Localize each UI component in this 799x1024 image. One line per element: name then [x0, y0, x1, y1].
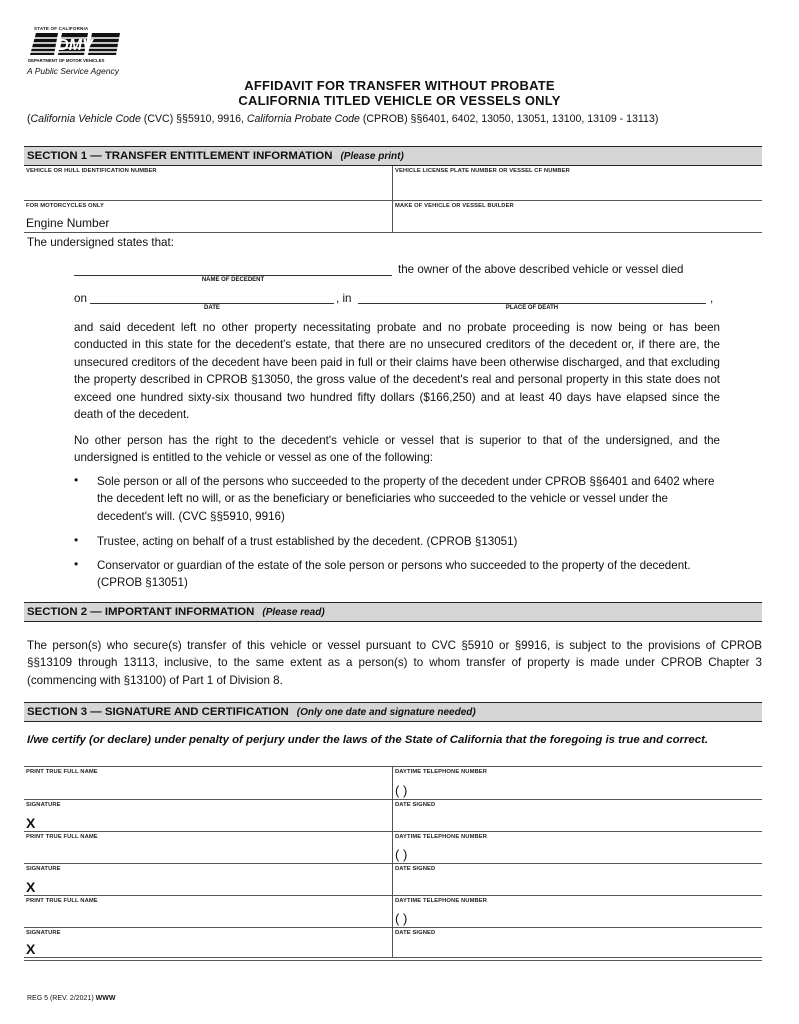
logo-dept-line: DEPARTMENT OF MOTOR VEHICLES	[28, 58, 105, 63]
signer1-date-field[interactable]	[393, 800, 762, 832]
signer2-date-field[interactable]	[393, 864, 762, 896]
signer2-phone-field[interactable]	[393, 832, 762, 864]
section2-note: (Please read)	[262, 607, 325, 618]
estate-paragraph: and said decedent left no other property necessitating probate and no probate proceeding is now being or has been conducted in this state for the decedent's estate, that there are no unsecured creditors of the decedent or, if there are, the unsecured creditors of the decedent have been paid in full or their claims have been otherwise discharged, and that excluding the property described in CPROB §13050, the gross value of the decedent's real and personal property in this state does not exceed one hundred sixty-six thousand two hundred fifty dollars ($166,250) and at least 40 days have elapsed since the death of the decedent.	[74, 321, 720, 422]
make-label: MAKE OF VEHICLE OR VESSEL BUILDER	[395, 203, 514, 209]
signer2-name-field[interactable]	[24, 832, 393, 864]
date-of-death-line[interactable]	[90, 303, 334, 304]
signer3-date-field[interactable]	[393, 928, 762, 958]
owner-died-text: the owner of the above described vehicle or vessel died	[398, 263, 684, 276]
dmv-logo	[28, 26, 128, 68]
signer3-name-label: PRINT TRUE FULL NAME	[26, 898, 98, 904]
vin-label: VEHICLE OR HULL IDENTIFICATION NUMBER	[26, 168, 157, 174]
section1-header	[24, 146, 762, 166]
codes-paren: (	[27, 113, 31, 125]
signer1-date-label: DATE SIGNED	[395, 802, 436, 808]
signer3-date-label: DATE SIGNED	[395, 930, 436, 936]
section2-header	[24, 602, 762, 622]
codes-probate: California Probate Code	[246, 113, 360, 125]
bullet-text-1: Sole person or all of the persons who succeeded to the property of the decedent under CPROB §§6401 and 6402 where the decedent left no will, or as the beneficiary or beneficiaries who succeeded to the vehicle or vessel under the decedent's will. (CVC §§5910, 9916)	[97, 475, 715, 523]
plate-label: VEHICLE LICENSE PLATE NUMBER OR VESSEL CF NUMBER	[395, 168, 570, 174]
section1-title: SECTION 1 — TRANSFER ENTITLEMENT INFORMATION	[27, 150, 333, 162]
signer1-signature-field[interactable]	[24, 800, 393, 832]
signer1-phone-label: DAYTIME TELEPHONE NUMBER	[395, 769, 488, 775]
form-title-line2: CALIFORNIA TITLED VEHICLE OR VESSELS ONLY	[238, 93, 561, 108]
plate-field[interactable]	[393, 166, 762, 201]
signer3-phone-field[interactable]	[393, 896, 762, 928]
signer3-signature-field[interactable]	[24, 928, 393, 958]
signer1-name-label: PRINT TRUE FULL NAME	[26, 769, 98, 775]
bullet-2: •	[74, 533, 79, 547]
section2-paragraph: The person(s) who secure(s) transfer of this vehicle or vessel pursuant to CVC §5910 or §9916, is subject to the provisions of CPROB §§13109 through 13113, inclusive, to the same extent as a person(s) to whom transfer of property is made under CPROB Chapter 3 (commencing with §13100) of Part 1 of Division 8.	[27, 639, 762, 687]
signer2-name-label: PRINT TRUE FULL NAME	[26, 834, 98, 840]
signer1-name-field[interactable]	[24, 767, 393, 800]
place-label: PLACE OF DEATH	[505, 305, 559, 311]
signer3-x-mark: X	[26, 941, 36, 957]
bullet-3: •	[74, 557, 79, 571]
signer2-x-mark: X	[26, 879, 36, 895]
signer2-date-label: DATE SIGNED	[395, 866, 436, 872]
signer1-x-mark: X	[26, 815, 36, 831]
signer3-signature-label: SIGNATURE	[26, 930, 61, 936]
form-suffix: WWW	[95, 995, 116, 1002]
codes-cvc-sections: (CVC) §§5910, 9916,	[140, 113, 247, 125]
section2-title: SECTION 2 — IMPORTANT INFORMATION	[27, 606, 255, 618]
engine-number-field[interactable]	[24, 201, 393, 233]
signer2-signature-label: SIGNATURE	[26, 866, 61, 872]
signer3-phone-label: DAYTIME TELEPHONE NUMBER	[395, 898, 488, 904]
section3-header	[24, 702, 762, 722]
codes-cvc: California Vehicle Code	[30, 113, 141, 125]
form-title-line1: AFFIDAVIT FOR TRANSFER WITHOUT PROBATE	[244, 78, 555, 93]
signer2-signature-field[interactable]	[24, 864, 393, 896]
comma: ,	[710, 292, 714, 305]
logo-mark-text: DMV	[57, 37, 93, 54]
signature-block-bottom-rule	[24, 960, 762, 961]
decedent-name-line[interactable]	[74, 275, 392, 276]
make-field[interactable]	[393, 201, 762, 233]
signer2-phone-label: DAYTIME TELEPHONE NUMBER	[395, 834, 488, 840]
form-footer	[27, 995, 115, 1002]
section1-note: (Please print)	[340, 151, 404, 162]
signer1-phone-field[interactable]	[393, 767, 762, 800]
bullet-text-2: Trustee, acting on behalf of a trust established by the decedent. (CPROB §13051)	[97, 535, 518, 548]
bullet-text-3: Conservator or guardian of the estate of the sole person or persons who succeeded to the property of the decedent. (CPROB §13051)	[97, 559, 691, 590]
on-text: on	[74, 292, 87, 305]
certification-statement: I/we certify (or declare) under penalty of perjury under the laws of the State of California that the foregoing is true and correct.	[27, 734, 709, 746]
date-label: DATE	[204, 305, 220, 311]
statute-references	[27, 113, 658, 125]
in-text: , in	[336, 292, 352, 305]
signer1-signature-label: SIGNATURE	[26, 802, 61, 808]
form-id: REG 5 (REV. 2/2021)	[27, 995, 94, 1002]
signer3-phone-parens: ( )	[395, 911, 408, 926]
motorcycle-label: FOR MOTORCYCLES ONLY	[26, 203, 105, 209]
codes-probate-sections: (CPROB) §§6401, 6402, 13050, 13051, 13100, 13109 - 13113)	[359, 113, 659, 125]
engine-number-label: Engine Number	[26, 216, 110, 230]
bullet-1: •	[74, 473, 79, 487]
agency-tagline: A Public Service Agency	[27, 66, 119, 76]
place-of-death-line[interactable]	[358, 303, 706, 304]
decedent-label: NAME OF DECEDENT	[201, 277, 265, 283]
signer3-name-field[interactable]	[24, 896, 393, 928]
signer2-phone-parens: ( )	[395, 847, 408, 862]
entitlement-paragraph: No other person has the right to the decedent's vehicle or vessel that is superior to that of the undersigned, and the undersigned is entitled to the vehicle or vessel as one of the following:	[74, 434, 720, 465]
logo-state-line: STATE OF CALIFORNIA	[34, 26, 89, 31]
states-intro: The undersigned states that:	[27, 236, 174, 249]
section3-note: (Only one date and signature needed)	[296, 707, 476, 718]
vin-field[interactable]	[24, 166, 393, 201]
signer1-phone-parens: ( )	[395, 783, 408, 798]
dmv-logo-mark-icon	[28, 31, 122, 57]
section3-title: SECTION 3 — SIGNATURE AND CERTIFICATION	[27, 706, 289, 718]
